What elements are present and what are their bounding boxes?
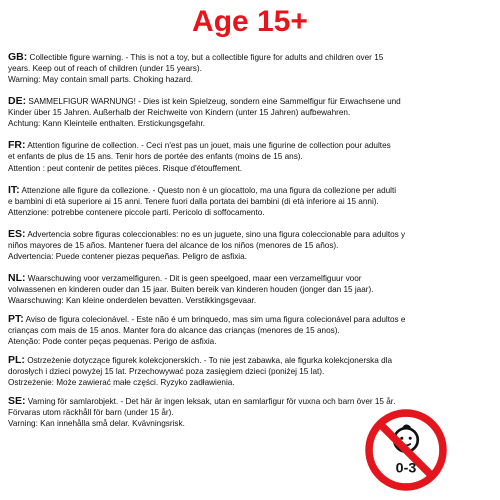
language-code: NL:	[8, 272, 26, 284]
warning-text: Attention : peut contenir de petites pièces. Risque d'étouffement.	[8, 163, 242, 173]
warning-text: Attenzione: potrebbe contenere piccole parti. Pericolo di soffocamento.	[8, 207, 265, 217]
warning-text: Aviso de figura colecionável. - Este não é um brinquedo, mas sim uma figura colecionável para adultos e	[25, 314, 406, 324]
warning-text: Warning: May contain small parts. Choking hazard.	[8, 75, 193, 85]
warning-section-pt	[8, 314, 496, 355]
warning-section-es	[8, 229, 496, 273]
warning-sections	[8, 52, 496, 437]
warning-text: Achtung: Kann Kleinteile enthalten. Erstickungsgefahr.	[8, 119, 206, 129]
warning-text: Ostrzeżenie dotyczące figurek kolekcjonerskich. - To nie jest zabawka, ale figurka kolekcjonerska dla	[27, 355, 393, 365]
warning-section-nl	[8, 273, 496, 314]
warning-text: volwassenen en kinderen ouder dan 15 jaar. Buiten bereik van kinderen houden (jonger dan 15 jaar).	[8, 285, 374, 295]
warning-section-de	[8, 96, 496, 140]
warning-text: Kinder über 15 Jahren. Außerhalb der Reichweite von Kindern (unter 15 Jahren) aufbewahren.	[8, 108, 351, 118]
warning-line	[8, 396, 496, 407]
language-code: GB:	[8, 52, 28, 63]
warning-text: years. Keep out of reach of children (under 15 years).	[8, 64, 202, 74]
warning-text: et enfants de plus de 15 ans. Tenir hors de portée des enfants (moins de 15 ans).	[8, 152, 303, 162]
warning-section-fr	[8, 140, 496, 184]
warning-line	[8, 314, 496, 325]
warning-text: Collectible figure warning. - This is not a toy, but a collectible figure for adults and children over 15	[29, 53, 384, 62]
warning-text: Ostrzeżenie: Może zawierać małe części. Ryzyko zadławienia.	[8, 378, 235, 388]
baby-eye-left	[400, 437, 403, 440]
language-code: IT:	[8, 184, 20, 196]
age-range-label: 0-3	[395, 460, 417, 477]
warning-line	[8, 140, 496, 151]
warning-section-gb	[8, 52, 496, 96]
no-children-0-3-icon	[364, 408, 448, 492]
warning-section-it	[8, 185, 496, 229]
warning-text: crianças com mais de 15 anos. Manter fora do alcance das crianças (menores de 15 anos).	[8, 326, 340, 336]
warning-text: e bambini di età superiore ai 15 anni. Tenere fuori dalla portata dei bambini (di età inferiore ai 15 anni).	[8, 196, 379, 206]
warning-text: Attention figurine de collection. - Ceci n'est pas un jouet, mais une figurine de collection pour adultes	[27, 141, 391, 151]
warning-text: SAMMELFIGUR WARNUNG! - Dies ist kein Spielzeug, sondern eine Sammelfigur für Erwachsene und	[28, 97, 401, 107]
warning-line	[8, 273, 496, 284]
language-code: PL:	[8, 354, 25, 366]
warning-text: Förvaras utom räckhåll för barn (under 15 år).	[8, 408, 174, 418]
warning-text: Atenção: Pode conter peças pequenas. Perigo de asfixia.	[8, 337, 217, 347]
warning-text: Varning för samlarobjekt. - Det här är ingen leksak, utan en samlarfigur för vuxna och barn över 15 år.	[27, 396, 396, 406]
warning-text: Advertencia sobre figuras coleccionables: no es un juguete, sino una figura coleccionable para adultos y	[27, 229, 406, 239]
warning-text: Waarschuwing: Kan kleine onderdelen bevatten. Verstikkingsgevaar.	[8, 296, 257, 306]
language-code: SE:	[8, 395, 26, 407]
warning-text: niños mayores de 15 años. Mantener fuera del alcance de los niños (menores de 15 años).	[8, 240, 339, 250]
warning-section-pl	[8, 355, 496, 396]
warning-text: Advertencia: Puede contener piezas pequeñas. Peligro de asfixia.	[8, 251, 247, 261]
warning-line	[8, 96, 496, 107]
language-code: DE:	[8, 96, 27, 108]
warning-line	[8, 355, 496, 366]
language-code: FR:	[8, 140, 26, 152]
warning-line	[8, 52, 496, 63]
warning-line	[8, 229, 496, 240]
warning-line	[8, 185, 496, 196]
warning-text: Waarschuwing voor verzamelfiguren. - Dit is geen speelgoed, maar een verzamelfiguur voor	[27, 273, 362, 283]
language-code: ES:	[8, 228, 26, 240]
language-code: PT:	[8, 313, 24, 325]
warning-text: Varning: Kan innehålla små delar. Kvävningsrisk.	[8, 419, 185, 429]
warning-text: Attenzione alle figure da collezione. - Questo non è un giocattolo, ma una figura da collezione per adulti	[21, 185, 397, 195]
age-rating-title: Age 15+	[192, 5, 308, 38]
warning-text: dorosłych i dzieci powyżej 15 lat. Przechowywać poza zasięgiem dzieci (poniżej 15 lat).	[8, 367, 325, 377]
baby-eye-right	[409, 437, 412, 440]
